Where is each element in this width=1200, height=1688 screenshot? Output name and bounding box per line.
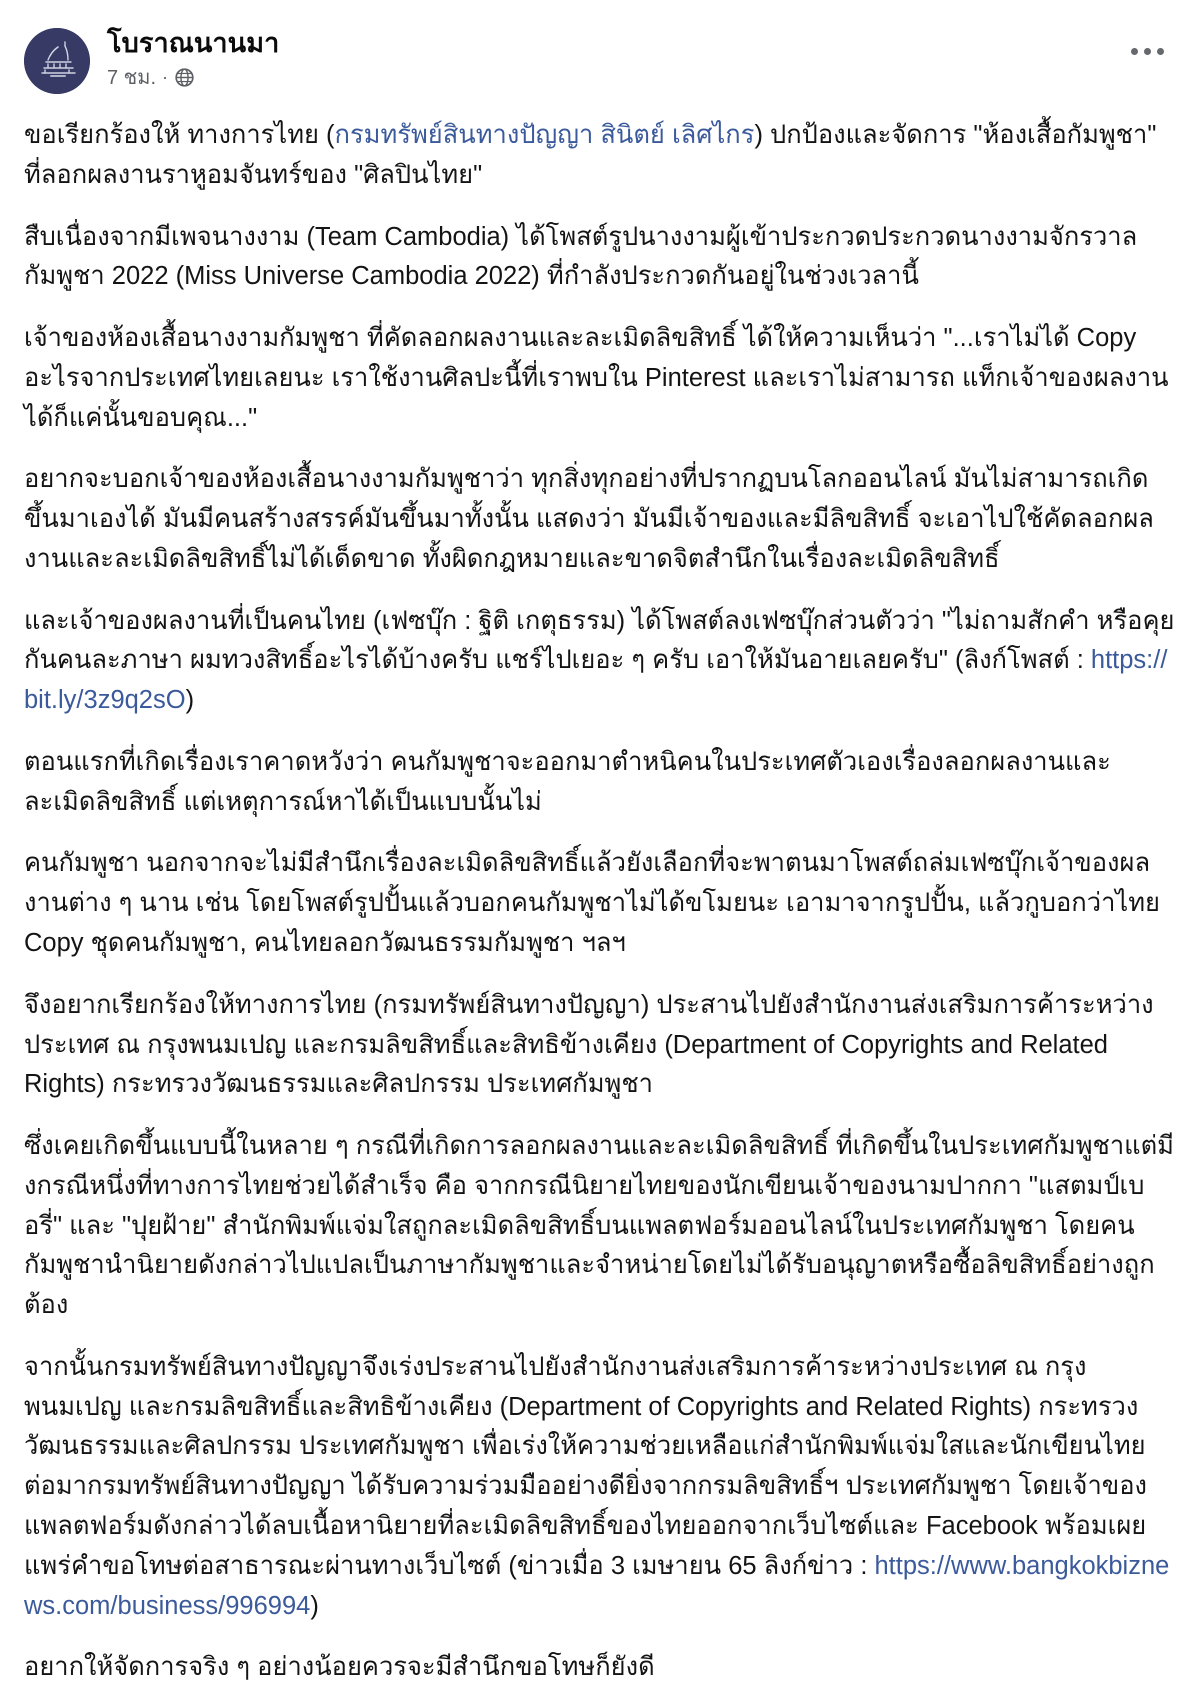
post-paragraph [24, 1348, 1176, 1626]
post-text-run: อยากให้จัดการจริง ๆ อย่างน้อยควรจะมีสำนึกขอโทษก็ยังดี [24, 1653, 655, 1682]
post-text-run: สืบเนื่องจากมีเพจนางงาม (Team Cambodia) ได้โพสต์รูปนางงามผู้เข้าประกวดประกวดนางงามจักรวาลกัมพูชา 2022 (Miss Universe Cambodia 2022) ที่กำลังประกวดกันอยู่ในช่วงเวลานี้ [24, 222, 1138, 291]
post-text-run: ) ปกป้องและจัดการ "ห้องเสื้อกัมพูชา" ที่ลอกผลงานราหูอมจันทร์ของ "ศิลปินไทย" [24, 121, 1157, 189]
post-text-run: อยากจะบอกเจ้าของห้องเสื้อนางงามกัมพูชาว่า ทุกสิ่งทุกอย่างที่ปรากฏบนโลกออนไลน์ มันไม่สามารถเกิดขึ้นมาเองได้ มันมีคนสร้างสรรค์มันขึ้นมาทั้งนั้น แสดงว่า มันมีเจ้าของและมีลิขสิทธิ์ จะเอาไปใช้คัดลอกผลงานและละเมิดลิขสิทธิ์ไม่ได้เด็ดขาด ทั้งผิดกฎหมายและขาดจิตสำนึกในเรื่องละเมิดลิขสิทธิ์ [24, 465, 1154, 573]
post-url-link[interactable]: https://bit.ly/3z9q2sO [24, 646, 1168, 715]
post-paragraph [24, 844, 1176, 963]
post-paragraph [24, 460, 1176, 579]
post-text-run: ขอเรียกร้องให้ ทางการไทย ( [24, 121, 335, 149]
post-paragraph [24, 602, 1176, 721]
post-mention-link[interactable]: กรมทรัพย์สินทางปัญญา สินิตย์ เลิศไกร [334, 121, 755, 149]
meta-separator: · [162, 67, 168, 88]
post-text-run: จากนั้นกรมทรัพย์สินทางปัญญาจึงเร่งประสานไปยังสำนักงานส่งเสริมการค้าระหว่างประเทศ ณ กรุงพนมเปญ และกรมลิขสิทธิ์และสิทธิข้างเคียง (Department of Copyrights and Related Rights) กระทรวงวัฒนธรรมและศิลปกรรม ประเทศกัมพูชา เพื่อเร่งให้ความช่วยเหลือแก่สำนักพิมพ์แจ่มใสและนักเขียนไทย ต่อมากรมทรัพย์สินทางปัญญา ได้รับความร่วมมืออย่างดียิ่งจากกรมลิขสิทธิ์ฯ ประเทศกัมพูชา โดยเจ้าของแพลตฟอร์มดังกล่าวได้ลบเนื้อหานิยายที่ละเมิดลิขสิทธิ์ของไทยออกจากเว็บไซต์และ Facebook พร้อมเผยแพร่คำขอโทษต่อสาธารณะผ่านทางเว็บไซต์ (ข่าวเมื่อ 3 เมษายน 65 ลิงก์ข่าว : [24, 1352, 1147, 1580]
post-text-run: ซึ่งเคยเกิดขึ้นแบบนี้ในหลาย ๆ กรณีที่เกิดการลอกผลงานและละเมิดลิขสิทธิ์ ที่เกิดขึ้นในประเทศกัมพูชาแต่มีงกรณีหนึ่งที่ทางการไทยช่วยได้สำเร็จ คือ จากกรณีนิยายไทยของนักเขียนเจ้าของนามปากกา "แสตมป์เบอรี่" และ "ปุยฝ้าย" สำนักพิมพ์แจ่มใสถูกละเมิดลิขสิทธิ์บนแพลตฟอร์มออนไลน์ในประเทศกัมพูชา โดยคนกัมพูชานำนิยายดังกล่าวไปแปลเป็นภาษากัมพูชาและจำหน่ายโดยไม่ได้รับอนุญาตหรือซื้อลิขสิทธิ์อย่างถูกต้อง [24, 1132, 1174, 1320]
ellipsis-dot-1 [1131, 48, 1138, 55]
ellipsis-dot-3 [1157, 48, 1164, 55]
post-paragraph [24, 319, 1176, 438]
post-text-run: เจ้าของห้องเสื้อนางงามกัมพูชา ที่คัดลอกผลงานและละเมิดลิขสิทธิ์ ได้ให้ความเห็นว่า "...เราไม่ได้ Copy อะไรจากประเทศไทยเลยนะ เราใช้งานศิลปะนี้ที่เราพบใน Pinterest และเราไม่สามารถ แท็กเจ้าของผลงานได้ก็แค่นั้นขอบคุณ..." [24, 324, 1169, 432]
post-url-link[interactable]: https://www.bangkokbiznews.com/business/996994 [24, 1551, 1170, 1620]
post-options-button[interactable] [1125, 42, 1170, 61]
post-text-run: และเจ้าของผลงานที่เป็นคนไทย (เฟซบุ๊ก : ฐิติ เกตุธรรม) ได้โพสต์ลงเฟซบุ๊กส่วนตัวว่า "ไม่ถามสักคำ หรือคุยกันคนละภาษา ผมทวงสิทธิ์อะไรได้บ้างครับ แชร์ไปเยอะ ๆ ครับ เอาให้มันอายเลยครับ" (ลิงก์โพสต์ : [24, 606, 1175, 675]
post-paragraph [24, 1127, 1176, 1326]
post-header [0, 0, 1200, 94]
post-text-run: ตอนแรกที่เกิดเรื่องเราคาดหวังว่า คนกัมพูชาจะออกมาตำหนิคนในประเทศตัวเองเรื่องลอกผลงานและละเมิดลิขสิทธิ์ แต่เหตุการณ์หาได้เป็นแบบนั้นไม่ [24, 747, 1111, 816]
post-text-run: จึงอยากเรียกร้องให้ทางการไทย (กรมทรัพย์สินทางปัญญา) ประสานไปยังสำนักงานส่งเสริมการค้าระหว่างประเทศ ณ กรุงพนมเปญ และกรมลิขสิทธิ์และสิทธิข้างเคียง (Department of Copyrights and Related Rights) กระทรวงวัฒนธรรมและศิลปกรรม ประเทศกัมพูชา [24, 990, 1154, 1099]
post-paragraph [24, 1648, 1176, 1688]
page-name[interactable]: โบราณนานมา [107, 28, 280, 58]
avatar[interactable] [24, 28, 90, 94]
post-paragraph [24, 218, 1176, 298]
page-logo-icon [24, 28, 90, 94]
globe-icon[interactable] [175, 68, 194, 87]
post-text-run: ) [185, 686, 195, 715]
post-meta [107, 66, 279, 90]
ellipsis-dot-2 [1144, 48, 1151, 55]
post-paragraph [24, 116, 1176, 196]
post-text-run: ) [310, 1591, 319, 1620]
post-timestamp[interactable]: 7 ชม. [107, 66, 156, 89]
post-header-text [107, 26, 279, 90]
post-text-run: คนกัมพูชา นอกจากจะไม่มีสำนึกเรื่องละเมิดลิขสิทธิ์แล้วยังเลือกที่จะพาตนมาโพสต์ถล่มเฟซบุ๊กเจ้าของผลงานต่าง ๆ นาน เช่น โดยโพสต์รูปปั้นแล้วบอกคนกัมพูชาไม่ได้ขโมยนะ เอามาจากรูปปั้น, แล้วกูบอกว่าไทย Copy ชุดคนกัมพูชา, คนไทยลอกวัฒนธรรมกัมพูชา ฯลฯ [24, 849, 1160, 958]
post-paragraph [24, 986, 1176, 1105]
post-paragraph [24, 743, 1176, 823]
